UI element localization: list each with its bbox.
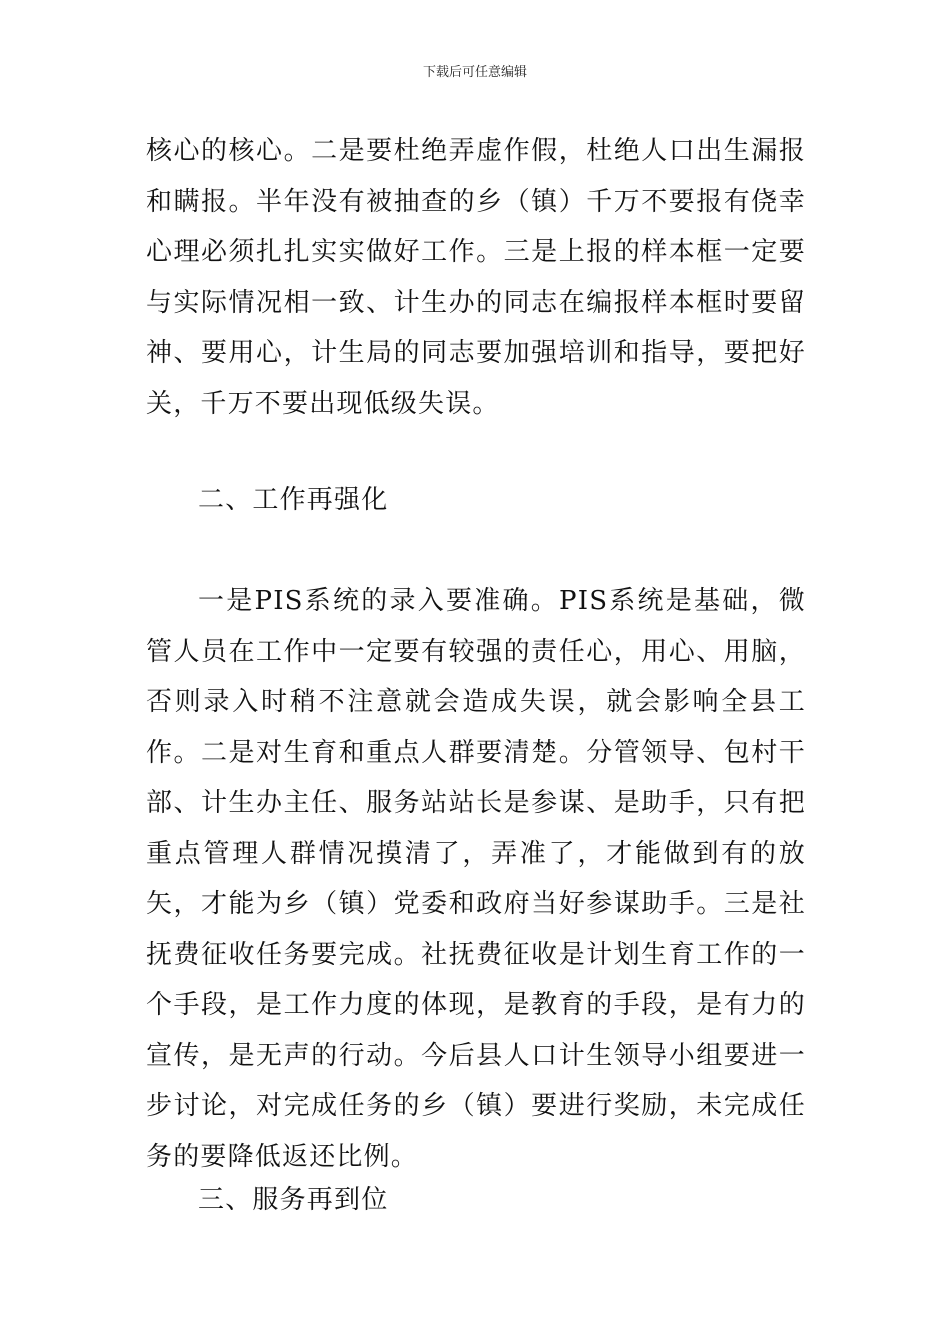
page-header: 下载后可任意编辑 bbox=[422, 65, 527, 80]
body-paragraph: 核心的核心。二是要杜绝弄虚作假，杜绝人口出生漏报和瞒报。半年没有被抽查的乡（镇）千万不要报有侥幸心理必须扎扎实实做好工作。三是上报的样本框一定要与实际情况相一致、计生办的同志在编报样本框时要留神、要用心，计生局的同志要加强培训和指导，要把好关，千万不要出现低级失误。 bbox=[146, 136, 806, 419]
section-heading: 二、工作再强化 bbox=[198, 485, 389, 515]
section-heading: 三、服务再到位 bbox=[198, 1185, 389, 1215]
body-paragraph: 一是PIS系统的录入要准确。PIS系统是基础，微管人员在工作中一定要有较强的责任心，用心、用脑，否则录入时稍不注意就会造成失误，就会影响全县工作。二是对生育和重点人群要清楚。分管领导、包村干部、计生办主任、服务站站长是参谋、是助手，只有把重点管理人群情况摸清了，弄准了，才能做到有的放矢，才能为乡（镇）党委和政府当好参谋助手。三是社抚费征收任务要完成。社抚费征收是计划生育工作的一个手段，是工作力度的体现，是教育的手段，是有力的宣传，是无声的行动。今后县人口计生领导小组要进一步讨论，对完成任务的乡（镇）要进行奖励，未完成任务的要降低返还比例。 bbox=[146, 586, 806, 1172]
